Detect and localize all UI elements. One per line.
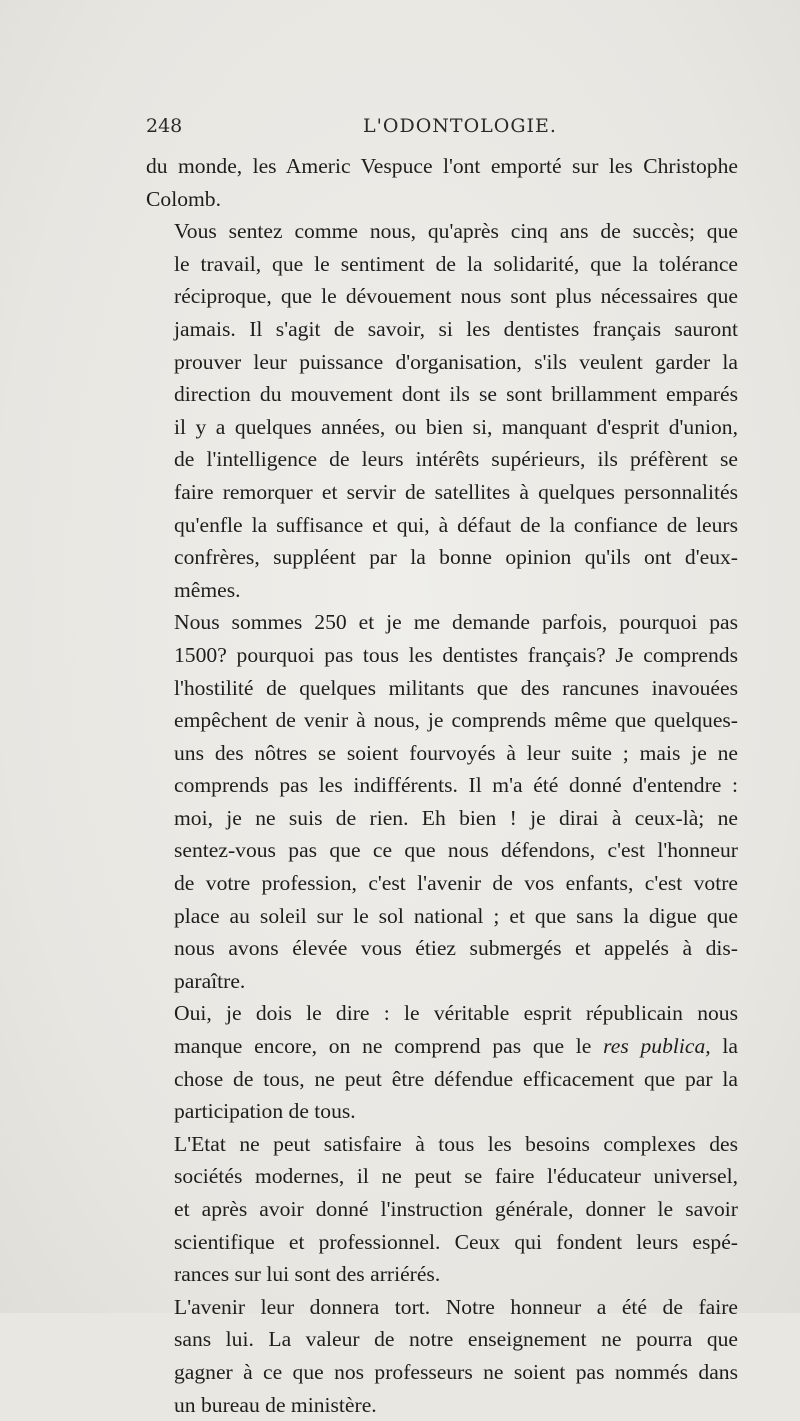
- paragraph: [146, 215, 738, 606]
- text-line: Vous sentez comme nous, qu'après cinq ans de succès; que: [174, 219, 738, 244]
- text-line: l'hostilité de quelques militants que des rancunes inavouées: [174, 675, 738, 700]
- paragraph: [146, 1291, 738, 1421]
- text-line: du monde, les Americ Vespuce l'ont emporté sur les Christophe: [146, 154, 738, 178]
- text-line: moi, je ne suis de rien. Eh bien ! je dirai à ceux-là; ne: [174, 805, 738, 830]
- running-head: [146, 111, 734, 141]
- paragraph: [146, 150, 738, 215]
- text-line: participation de tous.: [174, 1099, 356, 1124]
- italic-phrase: res publica,: [603, 1034, 711, 1059]
- paragraph: [146, 997, 738, 1127]
- page-number: 248: [146, 115, 183, 137]
- text-line: sans lui. La valeur de notre enseignement ne pourra que: [174, 1327, 738, 1352]
- text-line: réciproque, que le dévouement nous sont plus nécessaires que: [174, 284, 738, 309]
- text-line: paraître.: [174, 968, 246, 993]
- text-line: empêchent de venir à nous, je comprends même que quelques-: [174, 708, 738, 733]
- text-line: comprends pas les indifférents. Il m'a été donné d'entendre :: [174, 773, 738, 798]
- text-line: et après avoir donné l'instruction générale, donner le savoir: [174, 1197, 738, 1221]
- text-fragment: la: [710, 1034, 738, 1059]
- text-line: qu'enfle la suffisance et qui, à défaut de la confiance de leurs: [174, 512, 738, 537]
- text-line: il y a quelques années, ou bien si, manquant d'esprit d'union,: [174, 414, 738, 439]
- text-line: nous avons élevée vous étiez submergés et appelés à dis-: [174, 936, 738, 961]
- text-line: mêmes.: [174, 577, 241, 602]
- text-line: gagner à ce que nos professeurs ne soient pas nommés dans: [174, 1359, 738, 1384]
- text-line: Nous sommes 250 et je me demande parfois, pourquoi pas: [174, 610, 738, 635]
- text-line: L'Etat ne peut satisfaire à tous les besoins complexes des: [174, 1131, 738, 1156]
- text-line: confrères, suppléent par la bonne opinion qu'ils ont d'eux-: [174, 545, 738, 570]
- text-line: direction du mouvement dont ils se sont brillamment emparés: [174, 382, 738, 407]
- text-line: prouver leur puissance d'organisation, s'ils veulent garder la: [174, 349, 738, 374]
- text-line: le travail, que le sentiment de la solidarité, que la tolérance: [174, 251, 738, 276]
- running-title: L'ODONTOLOGIE.: [363, 115, 557, 137]
- text-line: chose de tous, ne peut être défendue efficacement que par la: [174, 1066, 738, 1091]
- text-line: jamais. Il s'agit de savoir, si les dentistes français sauront: [174, 316, 738, 341]
- text-line: rances sur lui sont des arriérés.: [174, 1262, 441, 1287]
- text-line: Oui, je dois le dire : le véritable esprit républicain nous: [174, 1001, 738, 1026]
- text-line: uns des nôtres se soient fourvoyés à leur suite ; mais je ne: [174, 740, 738, 765]
- text-line: 1500? pourquoi pas tous les dentistes français? Je comprends: [174, 642, 738, 667]
- text-line: [146, 1030, 738, 1063]
- paragraph: [146, 1128, 738, 1291]
- text-line: de votre profession, c'est l'avenir de vos enfants, c'est votre: [174, 871, 738, 896]
- text-line: scientifique et professionnel. Ceux qui fondent leurs espé-: [174, 1229, 738, 1254]
- paragraph: [146, 606, 738, 997]
- text-line: faire remorquer et servir de satellites à quelques personnalités: [174, 479, 738, 504]
- text-line: sociétés modernes, il ne peut se faire l'éducateur universel,: [174, 1164, 738, 1189]
- text-line: un bureau de ministère.: [174, 1392, 377, 1417]
- text-line: place au soleil sur le sol national ; et que sans la digue que: [174, 903, 738, 928]
- text-line: sentez-vous pas que ce que nous défendons, c'est l'honneur: [174, 838, 738, 863]
- body-text: [146, 150, 738, 1421]
- text-line: L'avenir leur donnera tort. Notre honneur a été de faire: [174, 1294, 738, 1319]
- text-line: de l'intelligence de leurs intérêts supérieurs, ils préfèrent se: [174, 447, 738, 472]
- text-line: Colomb.: [146, 186, 221, 211]
- text-fragment: manque encore, on ne comprend pas que le: [174, 1034, 604, 1059]
